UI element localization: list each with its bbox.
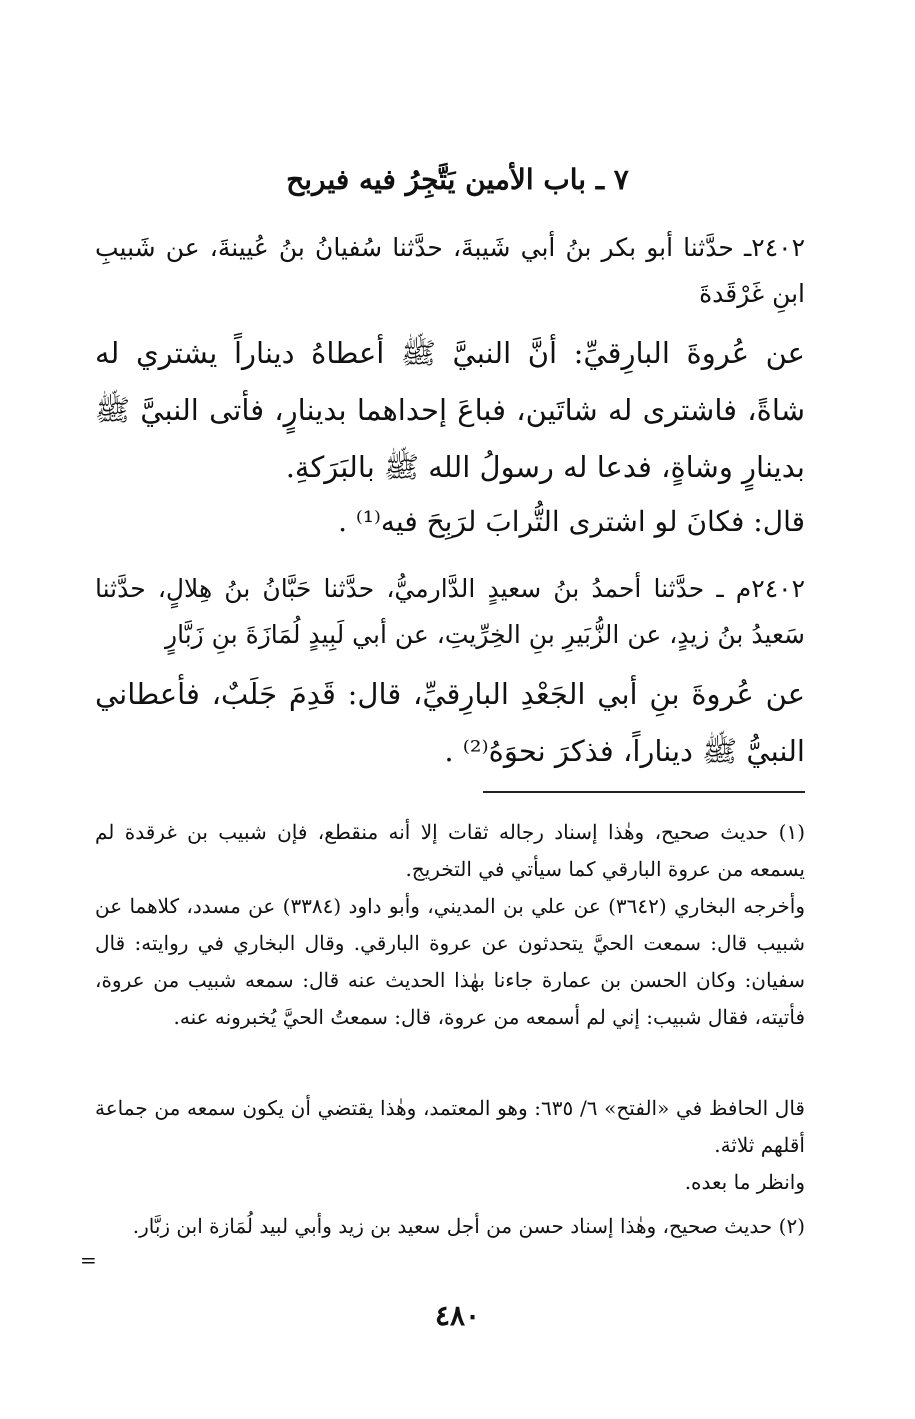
footnote-divider bbox=[483, 791, 805, 793]
footnote-1-hafiz: قال الحافظ في «الفتح» ٦/ ٦٣٥: وهو المعتمد، وهٰذا يقتضي أن يكون سمعه من جماعة أقلهم ثلاثة. bbox=[95, 1096, 805, 1157]
chapter-title: ٧ ـ باب الأمين يَتَّجِرُ فيه فيربح bbox=[286, 163, 629, 196]
hadith-2402-matn: عن عُروةَ البارِقيِّ: أنَّ النبيَّ ﷺ أعطاهُ ديناراً يشتري له شاةً، فاشترى له شاتَين، فباعَ إحداهما بدينارٍ، فأتى النبيَّ ﷺ بدينارٍ وشاةٍ، فدعا له رسولُ الله ﷺ بالبَرَكةِ. bbox=[95, 336, 805, 484]
hadith-2402-isnad: ٢٤٠٢ـ حدَّثنا أبو بكر بنُ أبي شَيبةَ، حدَّثنا سُفيانُ بنُ عُيينةَ، عن شَبيبِ ابنِ غَرْقَدةَ bbox=[95, 233, 805, 308]
hadith-2402m-matn: عن عُروةَ بنِ أبي الجَعْدِ البارِقيِّ، قال: قَدِمَ جَلَبٌ، فأعطاني النبيُّ ﷺ ديناراً، فذكرَ نحوَهُ⁽²⁾ . bbox=[95, 677, 805, 768]
hadith-2402m-isnad: ٢٤٠٢م ـ حدَّثنا أحمدُ بنُ سعيدٍ الدَّارميُّ، حدَّثنا حَبَّانُ بنُ هِلالٍ، حدَّثنا سَعيدُ بنُ زيدٍ، عن الزُّبَيرِ بنِ الخِرِّيتِ، عن أبي لَبِيدٍ لُمَازَةَ بنِ زَبَّارٍ bbox=[95, 574, 805, 649]
page-number: ٤٨٠ bbox=[434, 1299, 481, 1332]
footnote-1-intro: (١) حديث صحيح، وهٰذا إسناد رجاله ثقات إلا أنه منقطع، فإن شبيب بن غرقدة لم يسمعه من عروة البارقي كما سيأتي في التخريج. bbox=[95, 820, 805, 881]
footnote-1-see-next: وانظر ما بعده. bbox=[684, 1170, 805, 1194]
continuation-mark: = bbox=[80, 1248, 97, 1272]
footnote-2: (٢) حديث صحيح، وهٰذا إسناد حسن من أجل سعيد بن زيد وأبي لبيد لُمَازة ابن زبَّار. bbox=[132, 1214, 805, 1238]
hadith-2402-qala: قال: فكانَ لو اشترى التُّرابَ لرَبِحَ فيه⁽¹⁾ . bbox=[338, 505, 805, 538]
footnote-1-takhrij: وأخرجه البخاري (٣٦٤٢) عن علي بن المديني، وأبو داود (٣٣٨٤) عن مسدد، كلاهما عن شبيب قال: سمعت الحيَّ يتحدثون عن عروة البارقي. وقال البخاري في روايته: قال سفيان: وكان الحسن بن عمارة جاءنا بهٰذا الحديث عنه قال: سمعه شبيب من عروة، فأتيته، فقال شبيب: إني لم أسمعه من عروة، قال: سمعتُ الحيَّ يُخبرونه عنه. bbox=[95, 894, 806, 1029]
